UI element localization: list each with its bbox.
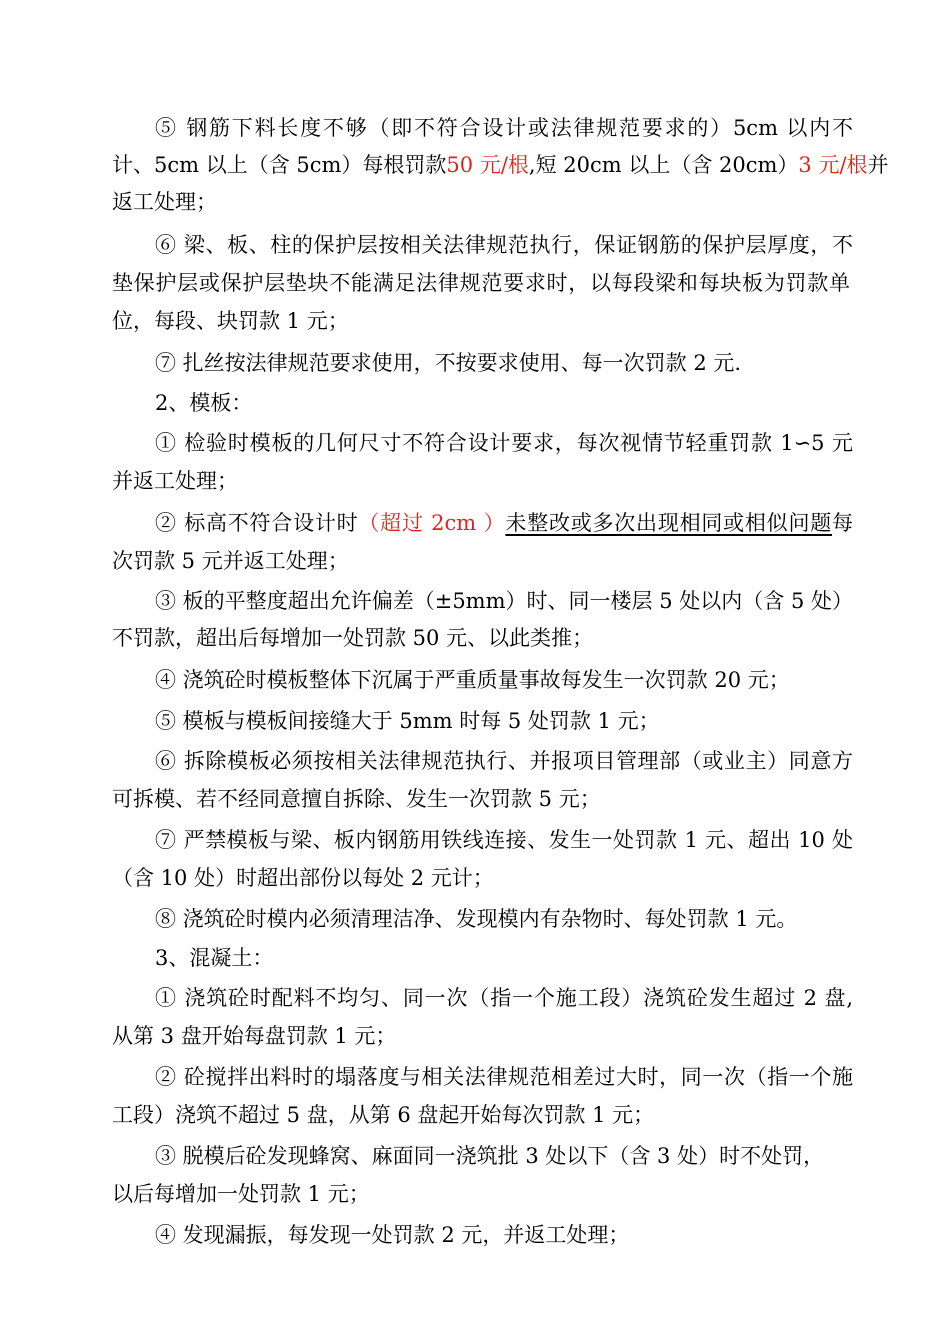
text-run: 并 <box>867 153 889 177</box>
text-run: 从第 3 盘开始每盘罚款 1 元； <box>112 1024 397 1048</box>
text-run: ⑧ 浇筑砼时模内必须清理洁净、发现模内有杂物时、每处罚款 1 元。 <box>155 907 798 931</box>
paragraph-line-p1-1 <box>155 113 853 143</box>
text-run: 3、混凝土： <box>155 946 274 970</box>
paragraph-line-p6-2 <box>112 623 593 653</box>
paragraph-line-p11-1 <box>155 904 797 934</box>
text-run: 工段）浇筑不超过 5 盘，从第 6 盘起开始每次罚款 1 元； <box>112 1103 655 1127</box>
text-run: 返工处理； <box>112 190 217 214</box>
paragraph-line-p5-1 <box>155 508 853 538</box>
text-run: ③ 脱模后砼发现蜂窝、麻面同一浇筑批 3 处以下（含 3 处）时不处罚， <box>155 1144 825 1168</box>
paragraph-line-p6-1 <box>155 586 853 616</box>
paragraph-line-p10-1 <box>155 825 853 855</box>
text-run: ⑥ 拆除模板必须按相关法律规范执行、并报项目管理部（或业主）同意方 <box>155 749 853 773</box>
section-heading-h2-1 <box>155 388 252 418</box>
text-run: 50 元/根 <box>446 153 529 177</box>
text-run: 位，每段、块罚款 1 元； <box>112 309 349 333</box>
text-run: 计、5cm 以上（含 5cm）每根罚款 <box>112 153 447 177</box>
paragraph-line-p14-2 <box>112 1179 370 1209</box>
text-run: ⑤ 钢筋下料长度不够（即不符合设计或法律规范要求的）5cm 以内不 <box>155 116 853 140</box>
text-run: （含 10 处）时超出部份以每处 2 元计； <box>112 866 494 890</box>
text-run: 垫保护层或保护层垫块不能满足法律规范要求时，以每段梁和每块板为罚款单 <box>112 271 850 295</box>
paragraph-line-p1-3 <box>112 187 217 217</box>
text-run: 2、模板： <box>155 391 253 415</box>
text-run: ⑦ 严禁模板与梁、板内钢筋用铁线连接、发生一处罚款 1 元、超出 10 处 <box>155 828 853 852</box>
paragraph-line-p2-1 <box>155 230 853 260</box>
paragraph-line-p2-2 <box>112 268 850 298</box>
paragraph-line-p4-2 <box>112 466 238 496</box>
text-run: 3 元/根 <box>798 153 868 177</box>
paragraph-line-p13-2 <box>112 1100 654 1130</box>
text-run: （超过 2cm ） <box>358 511 506 535</box>
paragraph-line-p14-1 <box>155 1141 824 1171</box>
text-run: ⑥ 梁、板、柱的保护层按相关法律规范执行，保证钢筋的保护层厚度，不 <box>155 233 853 257</box>
text-run: ④ 浇筑砼时模板整体下沉属于严重质量事故每发生一次罚款 20 元； <box>155 668 790 692</box>
text-run: ③ 板的平整度超出允许偏差（±5mm）时、同一楼层 5 处以内（含 5 处） <box>155 589 853 613</box>
text-run: ⑤ 模板与模板间接缝大于 5mm 时每 5 处罚款 1 元； <box>155 709 660 733</box>
text-run: 并返工处理； <box>112 469 238 493</box>
text-run: ,短 20cm 以上（含 20cm） <box>528 153 799 177</box>
paragraph-line-p10-2 <box>112 863 494 893</box>
paragraph-line-p15-1 <box>155 1220 629 1250</box>
paragraph-line-p9-1 <box>155 746 853 776</box>
text-run: ① 浇筑砼时配料不均匀、同一次（指一个施工段）浇筑砼发生超过 2 盘, <box>155 986 853 1010</box>
paragraph-line-p1-2 <box>112 150 889 180</box>
text-run: ④ 发现漏振，每发现一处罚款 2 元，并返工处理； <box>155 1223 630 1247</box>
text-run: 次罚款 5 元并返工处理； <box>112 549 349 573</box>
text-run: 以后每增加一处罚款 1 元； <box>112 1182 370 1206</box>
paragraph-line-p13-1 <box>155 1062 853 1092</box>
text-run: 未整改或多次出现相同或相似问题 <box>505 511 832 535</box>
paragraph-line-p12-1 <box>155 983 853 1013</box>
paragraph-line-p8-1 <box>155 706 660 736</box>
text-run: 每 <box>832 511 853 535</box>
text-run: 不罚款，超出后每增加一处罚款 50 元、以此类推； <box>112 626 594 650</box>
section-heading-h3-1 <box>155 943 273 973</box>
paragraph-line-p7-1 <box>155 665 790 695</box>
paragraph-line-p2-3 <box>112 306 349 336</box>
paragraph-line-p9-2 <box>112 784 601 814</box>
text-run: ② 标高不符合设计时 <box>155 511 359 535</box>
paragraph-line-p4-1 <box>155 428 853 458</box>
paragraph-line-p12-2 <box>112 1021 396 1051</box>
paragraph-line-p5-2 <box>112 546 349 576</box>
text-run: 可拆模、若不经同意擅自拆除、发生一次罚款 5 元； <box>112 787 601 811</box>
paragraph-line-p3-1 <box>155 348 741 378</box>
text-run: ⑦ 扎丝按法律规范要求使用，不按要求使用、每一次罚款 2 元. <box>155 351 742 375</box>
text-run: ② 砼搅拌出料时的塌落度与相关法律规范相差过大时，同一次（指一个施 <box>155 1065 853 1089</box>
text-run: ① 检验时模板的几何尺寸不符合设计要求，每次视情节轻重罚款 1∽5 元 <box>155 431 853 455</box>
